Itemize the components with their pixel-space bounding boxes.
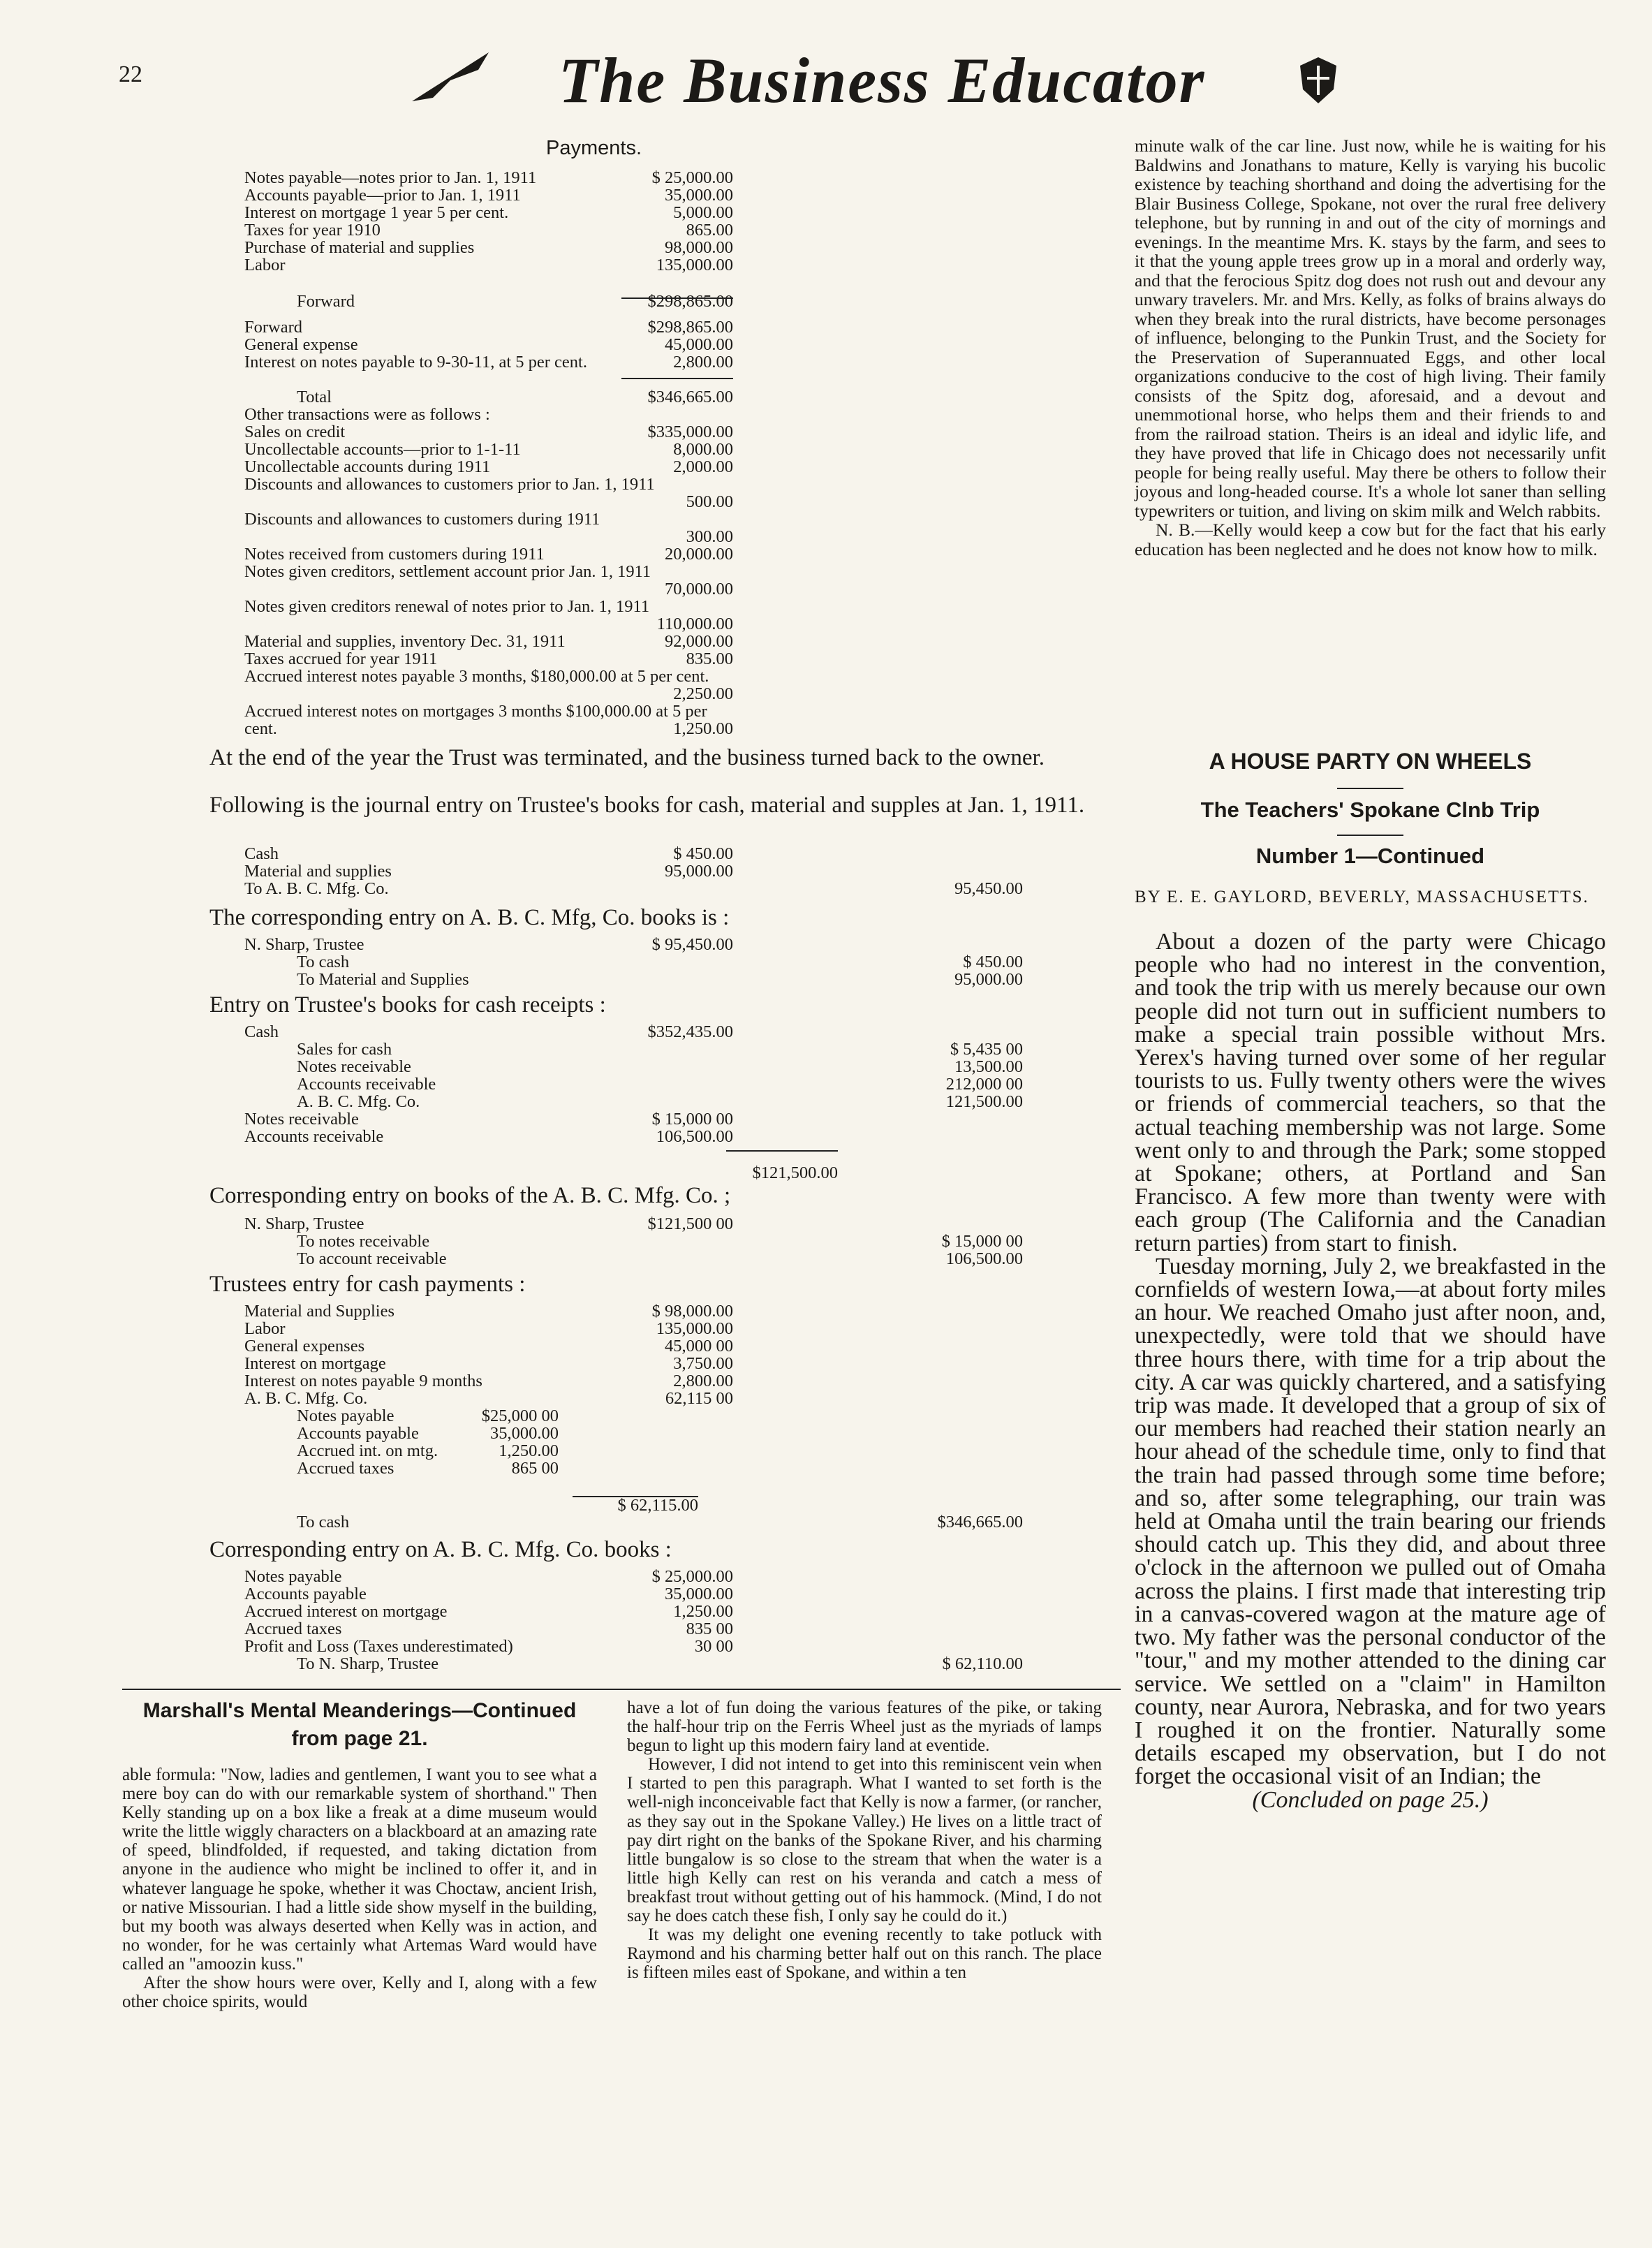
- ledger-label: Notes received from customers during 1911: [244, 545, 545, 564]
- ledger-debit: $ 95,450.00: [651, 935, 733, 954]
- ledger-row: [244, 1110, 1082, 1128]
- subtitle-divider: [1337, 835, 1403, 836]
- ledger-amount: 92,000.00: [665, 632, 733, 651]
- ledger-sub-amount: $25,000 00: [481, 1406, 559, 1425]
- ledger-debit: $ 450.00: [673, 844, 733, 863]
- ledger-credit: $ 5,435 00: [950, 1040, 1023, 1059]
- ledger-label: General expense: [244, 335, 358, 354]
- ledger-row: [244, 1620, 1082, 1638]
- continued-notice: (Concluded on page 25.): [1252, 1786, 1489, 1813]
- ledger-row: [244, 169, 838, 186]
- ledger-row: [244, 1302, 1082, 1320]
- house-party-body: [1135, 930, 1606, 1812]
- ledger-label: Accrued interest notes payable 3 months, $180,000.00 at 5 per cent.: [244, 667, 709, 686]
- corresponding-entry-heading-2: Corresponding entry on books of the A. B. C. Mfg. Co. ;: [209, 1183, 731, 1208]
- ledger-label: Purchase of material and supplies: [244, 238, 475, 257]
- ledger-amount: 45,000.00: [665, 335, 733, 354]
- ledger-credit: $ 62,110.00: [942, 1654, 1023, 1673]
- subtotal-rule: [726, 1150, 838, 1152]
- ledger-debit: 135,000.00: [656, 1319, 733, 1338]
- ledger-credit: 13,500.00: [954, 1057, 1023, 1076]
- ledger-label: Labor: [244, 256, 286, 274]
- ledger-label: Cash: [244, 844, 279, 863]
- ledger-debit: 30 00: [694, 1637, 733, 1656]
- ledger-amount: 135,000.00: [656, 256, 733, 274]
- ledger-row: [244, 633, 838, 650]
- ledger-debit: $121,500 00: [647, 1214, 733, 1233]
- ledger-row: [244, 1023, 1082, 1041]
- ledger-row: [244, 1390, 1082, 1407]
- ledger-label: Interest on mortgage 1 year 5 per cent.: [244, 203, 509, 222]
- house-party-subtitle: The Teachers' Spokane Clnb Trip: [1200, 798, 1540, 822]
- ledger-label: Notes given creditors, settlement account prior Jan. 1, 1911: [244, 562, 651, 581]
- ledger-amount: 835.00: [686, 649, 733, 668]
- ledger-row: [244, 293, 838, 310]
- ledger-label: Notes receivable: [244, 1110, 359, 1129]
- ledger-amount: 500.00: [686, 492, 733, 511]
- ledger-row: [244, 353, 838, 371]
- narrative-journal-entry: Following is the journal entry on Trustee's books for cash, material and supples at Jan. 1, 1911.: [209, 793, 1085, 818]
- ledger-row: [244, 1215, 1082, 1233]
- ledger-label: Accounts receivable: [244, 1127, 384, 1146]
- ledger-label: Interest on notes payable to 9-30-11, at 5 per cent.: [244, 353, 587, 372]
- ledger-label: Interest on mortgage: [244, 1354, 386, 1373]
- ledger-amount: 2,800.00: [673, 353, 733, 372]
- cash-receipts-total: $121,500.00: [752, 1163, 838, 1182]
- ledger-row: [244, 406, 838, 423]
- ledger-row: [244, 458, 838, 476]
- magazine-title: The Business Educator: [559, 45, 1206, 116]
- ledger-label: A. B. C. Mfg. Co.: [297, 1092, 420, 1111]
- ledger-label: Notes payable: [244, 1567, 342, 1586]
- marshall-title: Marshall's Mental Meanderings—Continued from page 21.: [142, 1699, 577, 1750]
- journal-entry-cash-payments: [244, 1302, 1082, 1477]
- page-number: 22: [119, 61, 142, 87]
- ledger-row: [244, 1250, 1082, 1268]
- ledger-label: Accounts payable—prior to Jan. 1, 1911: [244, 186, 521, 205]
- ledger-row: [244, 703, 838, 737]
- ledger-row: [244, 1638, 1082, 1655]
- ledger-amount: 2,250.00: [673, 684, 733, 703]
- ledger-row: [244, 1233, 1082, 1250]
- ledger-label: Uncollectable accounts—prior to 1-1-11: [244, 440, 521, 459]
- ledger-label: Labor: [244, 1319, 286, 1338]
- ledger-row: [244, 1337, 1082, 1355]
- ledger-amount: 98,000.00: [665, 238, 733, 257]
- ledger-label: To A. B. C. Mfg. Co.: [244, 879, 389, 898]
- house-party-title: A HOUSE PARTY ON WHEELS: [1209, 749, 1532, 774]
- forward-label: Forward: [297, 292, 355, 311]
- ledger-credit: $ 15,000 00: [941, 1232, 1023, 1251]
- ledger-sub-amount: 865 00: [511, 1459, 559, 1478]
- ledger-row: [244, 371, 838, 388]
- ledger-label: To N. Sharp, Trustee: [297, 1654, 439, 1673]
- total-rule: [621, 378, 733, 379]
- ledger-label: Notes given creditors renewal of notes prior to Jan. 1, 1911: [244, 597, 650, 616]
- ledger-row: [244, 563, 838, 598]
- ledger-label: Forward: [244, 318, 303, 337]
- marshall-continuation-col3: [1135, 136, 1606, 559]
- ledger-row: [244, 1355, 1082, 1372]
- total-label: Total: [297, 388, 332, 406]
- paragraph: After the show hours were over, Kelly and I, along with a few other choice spirits, would: [122, 1974, 597, 2012]
- ledger-row: [244, 845, 1082, 862]
- ledger-row: [244, 186, 838, 204]
- ledger-row: [244, 239, 838, 256]
- ledger-amount: 5,000.00: [673, 203, 733, 222]
- ledger-label: Accrued interest notes on mortgages 3 months $100,000.00 at 5 per cent.: [244, 702, 707, 738]
- ledger-row: [244, 318, 838, 336]
- ledger-row: [244, 953, 1082, 971]
- ledger-label: Notes payable: [297, 1406, 394, 1425]
- ledger-amount: 8,000.00: [673, 440, 733, 459]
- corresponding-entry-heading-1: The corresponding entry on A. B. C. Mfg, Co. books is :: [209, 905, 730, 930]
- title-divider: [1337, 788, 1403, 789]
- ledger-label: Notes payable—notes prior to Jan. 1, 1911: [244, 168, 537, 187]
- payments-heading: Payments.: [546, 137, 642, 159]
- ledger-row: [244, 1442, 1082, 1460]
- ledger-debit: 106,500.00: [656, 1127, 733, 1146]
- section-divider: [122, 1689, 1121, 1690]
- ledger-row: [244, 545, 838, 563]
- ledger-debit: $ 25,000.00: [651, 1567, 733, 1586]
- paragraph: have a lot of fun doing the various features of the pike, or taking the half-hour trip on the Ferris Wheel just as the myriads of lamps begun to light up this modern fairy land at eventide.: [627, 1698, 1102, 1756]
- paragraph: minute walk of the car line. Just now, while he is waiting for his Baldwins and Jonathans to mature, Kelly is varying his bucolic existence by teaching shorthand and doing the advertising for the Blair Business College, Spokane, not over the rural free delivery telephone, but by running in and out of the city of mornings and evenings. In the meantime Mrs. K. stays by the farm, and sees to it that the young apple trees grow up in a moral and orderly way, and that the ferocious Spitz dog does not rush out and devour any unwary travelers. Mr. and Mrs. Kelly, as folks of brains always do when they break into the rural districts, have become personages of influence, belonging to the Punkin Trust, and the Society for the Preservation of Superannuated Eggs, and other local organizations conducive to the cost of high living. Their family consists of the Spitz dog, aforesaid, and a devout and unemmotional horse, who helps them and their friends to and from the railroad station. Theirs is an ideal and idylic life, and they have proved that life in Chicago does not necessarily unfit people for being really useful. May there be others to follow their joyous and long-headed course. It's a whole lot saner than selling typewriters or tuition, and living on skim milk and Welch rabbits.: [1135, 135, 1606, 521]
- ledger-label: Accounts receivable: [297, 1075, 436, 1094]
- paragraph: able formula: "Now, ladies and gentlemen, I want you to see what a mere boy can do with our remarkable system of shorthand." Then Kelly standing up on a box like a freak at a dime museum would write the little wiggly characters on a blackboard at an amazing rate of speed, blindfolded, if requested, and taking dictation from anyone in the audience who might be inclined to offer it, and in whatever language he spoke, whether it was Choctaw, ancient Irish, or native Missourian. I had a little side show myself in the building, but my booth was always deserted when Kelly was in action, and no wonder, for he was certainly what Artemas Ward would have called an "amoozin kuss.": [122, 1765, 597, 1974]
- ledger-row: [244, 862, 1082, 880]
- ledger-debit: 2,800.00: [673, 1372, 733, 1390]
- ledger-row: [244, 1655, 1082, 1673]
- ledger-label: Taxes accrued for year 1911: [244, 649, 438, 668]
- ledger-row: [244, 668, 838, 703]
- ledger-row: [244, 1568, 1082, 1585]
- cash-payments-heading: Trustees entry for cash payments :: [209, 1272, 526, 1297]
- journal-entry-abc-1: [244, 936, 1082, 988]
- corresponding-entry-heading-3: Corresponding entry on A. B. C. Mfg. Co. books :: [209, 1537, 672, 1562]
- other-transactions-intro: Other transactions were as follows :: [244, 405, 490, 424]
- ledger-sub-amount: 35,000.00: [490, 1424, 559, 1443]
- ledger-row: [244, 1585, 1082, 1603]
- ledger-debit: 3,750.00: [673, 1354, 733, 1373]
- ledger-row: [244, 971, 1082, 988]
- ledger-label: Accrued interest on mortgage: [244, 1602, 448, 1621]
- ledger-label: To cash: [297, 953, 350, 971]
- ledger-row: [244, 221, 838, 239]
- ledger-label: To Material and Supplies: [297, 970, 469, 989]
- narrative-terminated: At the end of the year the Trust was terminated, and the business turned back to the owner.: [209, 745, 1045, 770]
- ledger-row: [244, 1425, 1082, 1442]
- journal-entry-cash-receipts: [244, 1023, 1082, 1145]
- ledger-row: [244, 336, 838, 353]
- ledger-row: [244, 1320, 1082, 1337]
- ledger-row: [244, 650, 838, 668]
- ledger-amount: 300.00: [686, 527, 733, 546]
- ledger-row: [244, 1407, 1082, 1425]
- cash-receipts-heading: Entry on Trustee's books for cash receipts :: [209, 992, 606, 1018]
- shield-emblem-icon: [1297, 56, 1339, 105]
- ledger-sub-amount: 1,250.00: [499, 1441, 559, 1460]
- ledger-label: N. Sharp, Trustee: [244, 935, 364, 954]
- ledger-row: [244, 510, 838, 545]
- ledger-row: [244, 388, 838, 406]
- ledger-debit: 835 00: [686, 1619, 733, 1638]
- ledger-row: [244, 1603, 1082, 1620]
- ledger-label: Discounts and allowances to customers prior to Jan. 1, 1911: [244, 475, 655, 494]
- ledger-label: Accounts payable: [297, 1424, 419, 1443]
- ledger-row: [244, 1058, 1082, 1075]
- ledger-label: Accrued taxes: [244, 1619, 342, 1638]
- ledger-debit: 62,115 00: [665, 1389, 733, 1408]
- ledger-label: Material and supplies, inventory Dec. 31, 1911: [244, 632, 566, 651]
- ledger-row: [244, 256, 838, 274]
- house-party-number: Number 1—Continued: [1255, 844, 1485, 868]
- ledger-row: [244, 1075, 1082, 1093]
- ledger-debit: $ 98,000.00: [651, 1302, 733, 1321]
- ledger-row: [244, 204, 838, 221]
- ledger-debit: 1,250.00: [673, 1602, 733, 1621]
- ledger-amount: 110,000.00: [656, 615, 733, 633]
- payments-table: [244, 169, 838, 737]
- ledger-label: Uncollectable accounts during 1911: [244, 457, 491, 476]
- journal-entry-trustee: [244, 845, 1082, 897]
- house-party-byline: BY E. E. GAYLORD, BEVERLY, MASSACHUSETTS.: [1135, 888, 1589, 906]
- marshall-col1: [122, 1765, 597, 2011]
- ledger-debit: $352,435.00: [647, 1022, 733, 1041]
- paragraph: About a dozen of the party were Chicago people who had no interest in the convention, and took the trip with us merely because our own people did not turn out in sufficient numbers to make a special train possible without Mrs. Yerex's having turned over some of her regular tourists to us. Fully twenty others were the wives or friends of commercial teachers, so that the actual teaching membership was not large. Some went only to and through the Park; some stopped at Spokane; others, at Portland and San Francisco. A few more than twenty were with each group (The California and the Canadian return parties) from start to finish.: [1135, 929, 1606, 1256]
- ledger-row: [244, 310, 838, 318]
- paragraph: N. B.—Kelly would keep a cow but for the fact that his early education has been neglected and he does not know how to milk.: [1135, 520, 1606, 559]
- quill-logo-icon: [408, 49, 492, 105]
- ledger-amount: $ 25,000.00: [651, 168, 733, 187]
- ledger-label: Sales on credit: [244, 423, 346, 441]
- ledger-row: [244, 274, 838, 293]
- ledger-row: [244, 1460, 1082, 1477]
- ledger-label: Profit and Loss (Taxes underestimated): [244, 1637, 513, 1656]
- paragraph: Tuesday morning, July 2, we breakfasted in the cornfields of western Iowa,—at about forty miles an hour. We reached Omaho just after noon, and, unexpectedly, were told that we should have three hours there, with time for a trip about the city. A car was quickly chartered, and a satisfying trip was made. It developed that a group of six of our members had reached their station nearly an hour ahead of the schedule time, only to find that the train had passed through some time before; and so, after some telegraphing, our train was held at Omaha until the train bearing our friends should catch up. This they did, and about three o'clock in the afternoon we pulled out of Omaha across the plains. I first made that interesting trip in a canvas-covered wagon at the mature age of two. My father was the personal conductor of the "tour," and my mother attended to the dining car service. We settled on a "claim" in Hamilton county, near Aurora, Nebraska, and for two years I roughed it on the frontier. Naturally some details escaped my observation, but I do not forget the occasional visit of an Indian; the: [1135, 1253, 1606, 1790]
- ledger-label: Material and supplies: [244, 862, 392, 881]
- ledger-label: N. Sharp, Trustee: [244, 1214, 364, 1233]
- ledger-debit: 35,000.00: [665, 1585, 733, 1603]
- ledger-credit: 106,500.00: [945, 1249, 1023, 1268]
- ledger-label: General expenses: [244, 1337, 365, 1356]
- forward-rule: [621, 297, 733, 299]
- ledger-credit: 212,000 00: [945, 1075, 1023, 1094]
- ledger-label: Sales for cash: [297, 1040, 392, 1059]
- ledger-credit: 121,500.00: [945, 1092, 1023, 1111]
- journal-entry-abc-2: [244, 1215, 1082, 1268]
- marshall-col2: [627, 1698, 1102, 1982]
- ledger-row: [244, 880, 1082, 897]
- paragraph: However, I did not intend to get into this reminiscent vein when I started to pen this paragraph. What I wanted to set forth is the well-nigh inconceivable fact that Kelly is now a farmer, (or rancher, as they say out in the Spokane Valley.) He lives on a little tract of pay dirt right on the banks of the Spokane River, and his charming little bungalow is so close to the stream that when the water is a little high Kelly can rest on his veranda and catch a mess of breakfast trout without getting out of his hammock. (Mind, I do not say he does catch these fish, I only say he could do it.): [627, 1755, 1102, 1926]
- abc-subtotal: $ 62,115.00: [617, 1496, 698, 1515]
- ledger-row: [244, 1041, 1082, 1058]
- ledger-amount: $335,000.00: [647, 423, 733, 441]
- ledger-credit: $ 450.00: [963, 953, 1023, 971]
- ledger-label: Cash: [244, 1022, 279, 1041]
- ledger-label: Accrued taxes: [297, 1459, 394, 1478]
- ledger-amount: 1,250.00: [673, 719, 733, 738]
- ledger-row: [244, 936, 1082, 953]
- total-amount: $346,665.00: [647, 388, 733, 406]
- ledger-label: Accounts payable: [244, 1585, 367, 1603]
- ledger-amount: 70,000.00: [665, 580, 733, 598]
- ledger-label: Discounts and allowances to customers during 1911: [244, 510, 600, 529]
- ledger-label: Notes receivable: [297, 1057, 411, 1076]
- to-cash-value: $346,665.00: [937, 1513, 1023, 1531]
- ledger-amount: 2,000.00: [673, 457, 733, 476]
- forward-amount: $298,865.00: [647, 292, 733, 311]
- to-cash-label: To cash: [297, 1513, 350, 1531]
- ledger-amount: $298,865.00: [647, 318, 733, 337]
- ledger-debit: 45,000 00: [665, 1337, 733, 1356]
- ledger-label: To notes receivable: [297, 1232, 430, 1251]
- ledger-credit: 95,000.00: [954, 970, 1023, 989]
- ledger-label: Taxes for year 1910: [244, 221, 381, 240]
- ledger-label: Accrued int. on mtg.: [297, 1441, 438, 1460]
- ledger-row: [244, 1372, 1082, 1390]
- ledger-label: Interest on notes payable 9 months: [244, 1372, 482, 1390]
- journal-entry-abc-3: [244, 1568, 1082, 1673]
- ledger-label: Material and Supplies: [244, 1302, 395, 1321]
- paragraph: It was my delight one evening recently to take potluck with Raymond and his charming better half out on this ranch. The place is fifteen miles east of Spokane, and within a ten: [627, 1925, 1102, 1983]
- ledger-row: [244, 476, 838, 510]
- ledger-label: A. B. C. Mfg. Co.: [244, 1389, 368, 1408]
- ledger-amount: 35,000.00: [665, 186, 733, 205]
- ledger-amount: 20,000.00: [665, 545, 733, 564]
- ledger-row: [244, 423, 838, 441]
- ledger-amount: 865.00: [686, 221, 733, 240]
- ledger-debit: $ 15,000 00: [651, 1110, 733, 1129]
- ledger-credit: 95,450.00: [954, 879, 1023, 898]
- ledger-debit: 95,000.00: [665, 862, 733, 881]
- ledger-row: [244, 598, 838, 633]
- ledger-label: To account receivable: [297, 1249, 447, 1268]
- ledger-row: [244, 1128, 1082, 1145]
- ledger-row: [244, 1093, 1082, 1110]
- ledger-row: [244, 441, 838, 458]
